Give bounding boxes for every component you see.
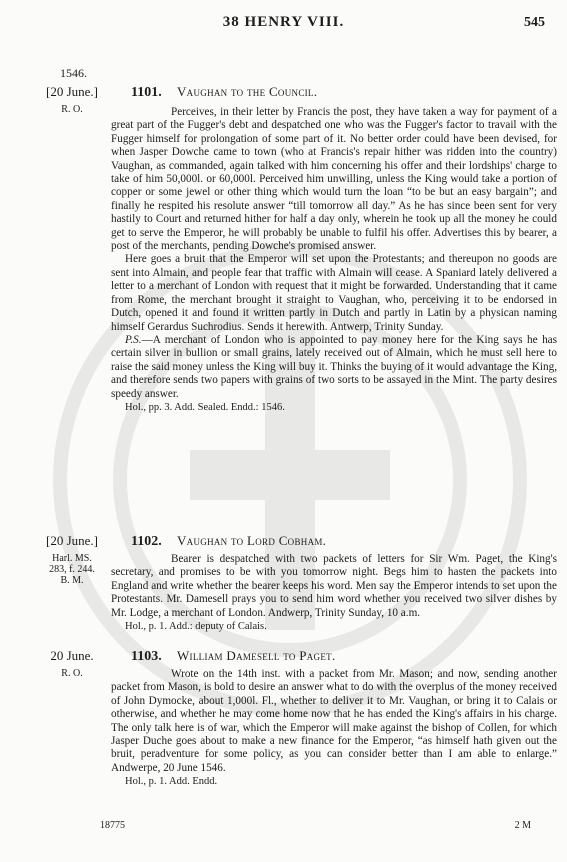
running-title: 38 HENRY VIII. (222, 14, 345, 30)
entry-source: 283, f. 244. (49, 564, 95, 575)
postscript-text: —A merchant of London who is appointed to pay money here for the King says he has certain silver in bullion or small grains, lately received out of Almain, which he must sell here to raise the said money unless the King will buy it. Thinks the buying of it would advantage the King, and therefore sends two papers with grains of two sorts to be assayed in the Mint. The party desires speedy answer. (111, 333, 557, 400)
entry-number: 1101. (131, 85, 162, 100)
entry-date: 20 June. (50, 648, 94, 663)
entry-source: R. O. (61, 668, 83, 679)
entry-source: Harl. MS. (52, 553, 92, 564)
entry-heading (131, 84, 317, 101)
entry-meta: Hol., p. 1. Add. Endd. (125, 776, 218, 788)
paragraph: Perceives, in their letter by Francis the post, they have taken a way for payment of a great part of the Fugger's debt and despatched one who was the Fugger's factor to travail with the Fugger himself for prolongation of some part of it. No better order could have been devised, for when Jasper Dowche came to town (who at Francis's repair hither was ridden into the country) Vaughan, as commanded, again talked with him concerning his offer and their lordships' charge to take of him 50,000l. or 60,000l. Perceived him unwilling, unless the King would take a portion of copper or some jewel or other thing which would turn the loan “to be but an easy bargain”; and finally he respited his resolute answer “till tomorrow all day.” As he has since been sent for very hastily to Court and returned hither for half a day only, wherein he took up all the money he could get to serve the Emperor, he will probably be unable to fulfil his offer. Advertises this by bearer, a post of the merchants, pending Dowche's promised answer. (111, 106, 557, 253)
postscript (111, 334, 557, 401)
entry-source: R. O. (61, 104, 83, 115)
printer-number: 18775 (100, 820, 125, 831)
entry-heading (131, 648, 336, 665)
entry-title: William Damesell to Paget. (176, 648, 336, 663)
year-label: 1546. (60, 66, 87, 80)
page-number: 545 (524, 15, 545, 30)
entry-margin (36, 533, 108, 586)
paragraph: Here goes a bruit that the Emperor will set upon the Protestants; and thereupon no goods are sent into Almain, and people fear that traffic with Almain will cease. A Spaniard lately delivered a letter to a merchant of London with request that it might be forwarded. Understanding that it came from Rome, the merchant brought it straight to Vaughan, who, perceiving it to be endorsed in Dutch, opened it and found it written partly in Dutch and partly in Latin by a physican naming himself Gerardus Suchrodius. Sends it herewith. Antwerp, Trinity Sunday. (111, 253, 557, 333)
entry-margin (36, 84, 108, 115)
page-header (0, 14, 567, 34)
entry-title: Vaughan to the Council. (176, 84, 318, 99)
entry-date: [20 June.] (46, 84, 98, 99)
signature-mark: 2 M (514, 820, 531, 831)
entry-body (111, 106, 557, 414)
entry-title: Vaughan to Lord Cobham. (176, 533, 327, 548)
entry-number: 1102. (131, 534, 162, 549)
entry-number: 1103. (131, 649, 162, 664)
entry-date: [20 June.] (46, 533, 98, 548)
entry-meta: Hol., pp. 3. Add. Sealed. Endd.: 1546. (125, 401, 285, 413)
entry-body (111, 668, 557, 789)
entry-meta: Hol., p. 1. Add.: deputy of Calais. (125, 621, 267, 633)
paragraph: Wrote on the 14th inst. with a packet from Mr. Mason; and now, sending another packet from Mason, is bold to desire an answer what to do with the overplus of the money received of John Dymocke, about 1,000l. Fl., whether to deliver it to Mr. Vaughan, or bring it to Calais or otherwise, and whether he may come home now that he has ended the King's affairs in his charge. The only talk here is of war, which the Emperor will make against the bishop of Collen, for which Jasper Duche goes about to make a new finance for the Emperor, “as himself hath given out the bruit, peradventure for some policy, as you can consider better than I am able to enlarge.” Andwerpe, 20 June 1546. (111, 668, 557, 774)
entry-body (111, 553, 557, 633)
entry-heading (131, 533, 326, 550)
entry-margin (36, 648, 108, 679)
paragraph: Bearer is despatched with two packets of letters for Sir Wm. Paget, the King's secretary, and promises to be with you tomorrow night. Begs him to hasten the packets into England and write whether the bearer keeps his word. Men say the Emperor intends to set upon the Protestants. Mr. Damesell prays you to send him word whether you received two silver dishes by Mr. Lodge, a merchant of London. Andwerp, Trinity Sunday, 10 a.m. (111, 553, 557, 619)
entry-source: B. M. (60, 575, 84, 586)
postscript-label: P.S. (125, 333, 142, 346)
